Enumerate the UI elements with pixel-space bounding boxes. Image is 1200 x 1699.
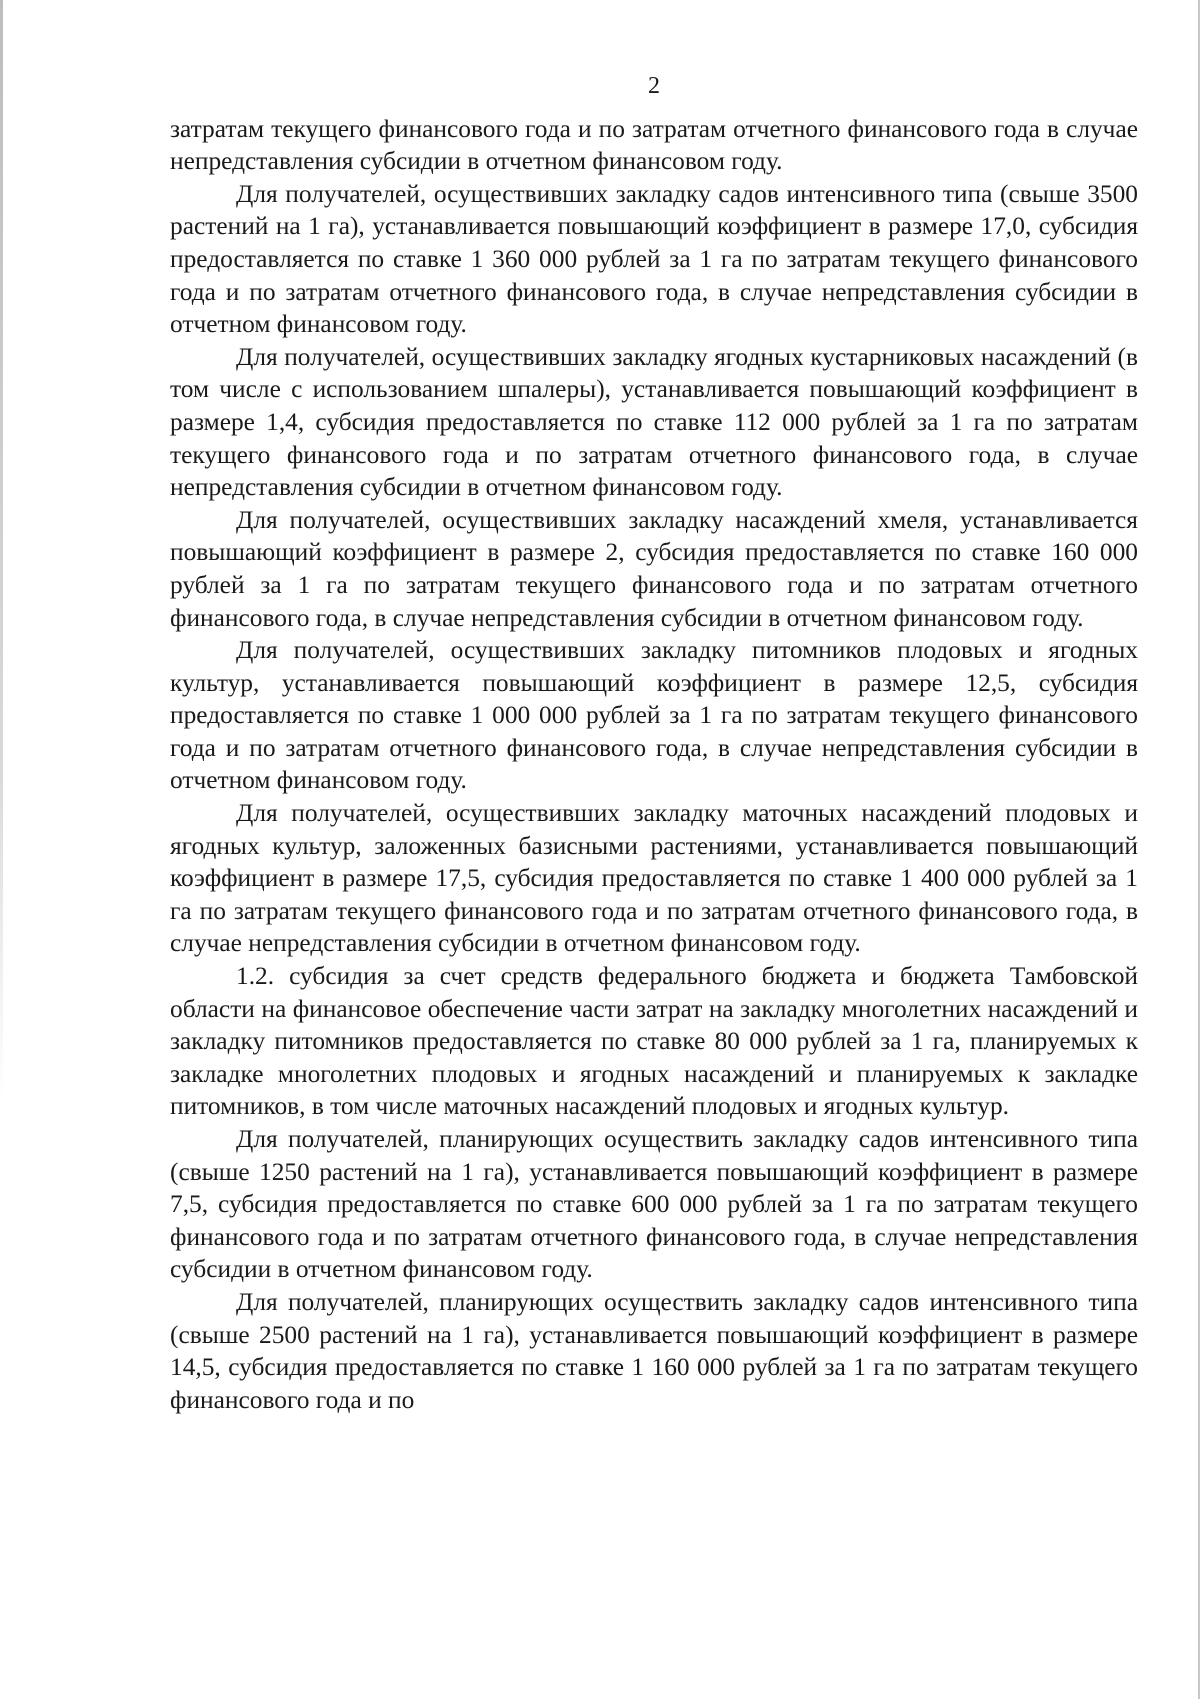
paragraph-mother-plantations: Для получателей, осуществивших закладку маточных насаждений плодовых и ягодных культур, заложенных базисными растениями, устанавливается повышающий коэффициент в размере 17,5, субсидия предоставляется по ставке 1 400 000 рублей за 1 га по затратам текущего финансового года и по затратам отчетного финансового года, в случае непредставления субсидии в отчетном финансовом году. xyxy=(170,799,1138,958)
paragraph-planned-gardens-1250: Для получателей, планирующих осуществить закладку садов интенсивного типа (свыше 1250 растений на 1 га), устанавливается повышающий коэффициент в размере 7,5, субсидия предоставляется по ставке 600 000 рублей за 1 га по затратам текущего финансового года и по затратам отчетного финансового года, в случае непредставления субсидии в отчетном финансовом году. xyxy=(170,1125,1138,1284)
paragraph-planned-gardens-2500: Для получателей, планирующих осуществить закладку садов интенсивного типа (свыше 2500 растений на 1 га), устанавливается повышающий коэффициент в размере 14,5, субсидия предоставляется по ставке 1 160 000 рублей за 1 га по затратам текущего финансового года и по xyxy=(170,1287,1138,1414)
paragraph-hops: Для получателей, осуществивших закладку насаждений хмеля, устанавливается повышающий коэффициент в размере 2, субсидия предоставляется по ставке 160 000 рублей за 1 га по затратам текущего финансового года и по затратам отчетного финансового года, в случае непредставления субсидии в отчетном финансовом году. xyxy=(170,505,1138,632)
paragraph-berry-shrubs: Для получателей, осуществивших закладку ягодных кустарниковых насаждений (в том числе с использованием шпалеры), устанавливается повышающий коэффициент в размере 1,4, субсидия предоставляется по ставке 112 000 рублей за 1 га по затратам текущего финансового года и по затратам отчетного финансового года, в случае непредставления субсидии в отчетном финансовом году. xyxy=(170,342,1138,502)
scan-edge-left xyxy=(0,0,3,1100)
paragraph-section-1-2: 1.2. субсидия за счет средств федерального бюджета и бюджета Тамбовской области на финансовое обеспечение части затрат на закладку многолетних насаждений и закладку питомников предоставляется по ставке 80 000 рублей за 1 га, планируемых к закладке многолетних плодовых и ягодных насаждений и планируемых к закладке питомников, в том числе маточных насаждений плодовых и ягодных культур. xyxy=(170,962,1138,1121)
document-page xyxy=(170,70,1138,1416)
paragraph-intensive-gardens-3500: Для получателей, осуществивших закладку садов интенсивного типа (свыше 3500 растений на 1 га), устанавливается повышающий коэффициент в размере 17,0, субсидия предоставляется по ставке 1 360 000 рублей за 1 га по затратам текущего финансового года и по затратам отчетного финансового года, в случае непредставления субсидии в отчетном финансовом году. xyxy=(170,179,1138,339)
paragraph-nurseries: Для получателей, осуществивших закладку питомников плодовых и ягодных культур, устанавливается повышающий коэффициент в размере 12,5, субсидия предоставляется по ставке 1 000 000 рублей за 1 га по затратам текущего финансового года и по затратам отчетного финансового года, в случае непредставления субсидии в отчетном финансовом году. xyxy=(170,636,1138,795)
page-number: 2 xyxy=(648,73,660,99)
paragraph-continuation: затратам текущего финансового года и по затратам отчетного финансового года в случае непредставления субсидии в отчетном финансовом году. xyxy=(170,114,1138,176)
